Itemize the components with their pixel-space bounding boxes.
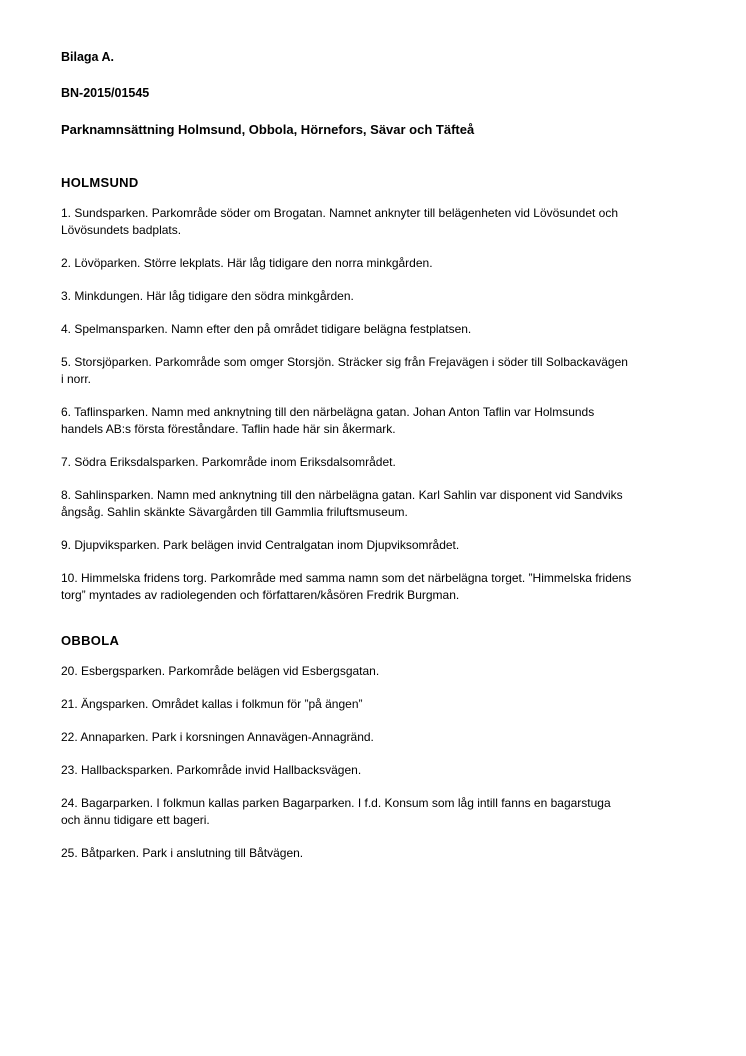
list-item-3: 3. Minkdungen. Här låg tidigare den södra minkgården. xyxy=(61,289,354,303)
list-item-10: 10. Himmelska fridens torg. Parkområde med samma namn som det närbelägna torget. ”Himmelska fridens torg” myntades av radiolegenden och författaren/kåsören Fredrik Burgman. xyxy=(61,571,632,602)
list-item-6: 6. Taflinsparken. Namn med anknytning till den närbelägna gatan. Johan Anton Taflin var Holmsunds handels AB:s första föreståndare. Taflin hade här sin åkermark. xyxy=(61,405,595,436)
list-item-25: 25. Båtparken. Park i anslutning till Båtvägen. xyxy=(61,846,304,860)
list-item-20: 20. Esbergsparken. Parkområde belägen vid Esbergsgatan. xyxy=(61,664,380,678)
section-heading-holmsund: HOLMSUND xyxy=(61,175,139,190)
document-title: Parknamnsättning Holmsund, Obbola, Hörnefors, Sävar och Täfteå xyxy=(61,122,475,137)
list-item-7: 7. Södra Eriksdalsparken. Parkområde inom Eriksdalsområdet. xyxy=(61,455,396,469)
attachment-label: Bilaga A. xyxy=(61,50,115,64)
list-item-1: 1. Sundsparken. Parkområde söder om Brogatan. Namnet anknyter till belägenheten vid Lövösundet och Lövösundets badplats. xyxy=(61,206,619,237)
list-item-22: 22. Annaparken. Park i korsningen Annavägen-Annagränd. xyxy=(61,730,374,744)
list-item-5: 5. Storsjöparken. Parkområde som omger Storsjön. Sträcker sig från Frejavägen i söder till Solbackavägen i norr. xyxy=(61,355,628,386)
list-item-23: 23. Hallbacksparken. Parkområde invid Hallbacksvägen. xyxy=(61,763,362,777)
list-item-24: 24. Bagarparken. I folkmun kallas parken Bagarparken. I f.d. Konsum som låg intill fanns en bagarstuga och ännu tidigare ett bageri. xyxy=(61,796,611,827)
list-item-9: 9. Djupviksparken. Park belägen invid Centralgatan inom Djupviksområdet. xyxy=(61,538,460,552)
reference-number: BN-2015/01545 xyxy=(61,86,150,100)
list-item-2: 2. Lövöparken. Större lekplats. Här låg tidigare den norra minkgården. xyxy=(61,256,433,270)
list-item-4: 4. Spelmansparken. Namn efter den på området tidigare belägna festplatsen. xyxy=(61,322,472,336)
list-item-21: 21. Ängsparken. Området kallas i folkmun för ”på ängen” xyxy=(61,697,363,711)
list-item-8: 8. Sahlinsparken. Namn med anknytning till den närbelägna gatan. Karl Sahlin var disponent vid Sandviks ångsåg. Sahlin skänkte Sävargården till Gammlia friluftsmuseum. xyxy=(61,488,623,519)
section-heading-obbola: OBBOLA xyxy=(61,633,120,648)
